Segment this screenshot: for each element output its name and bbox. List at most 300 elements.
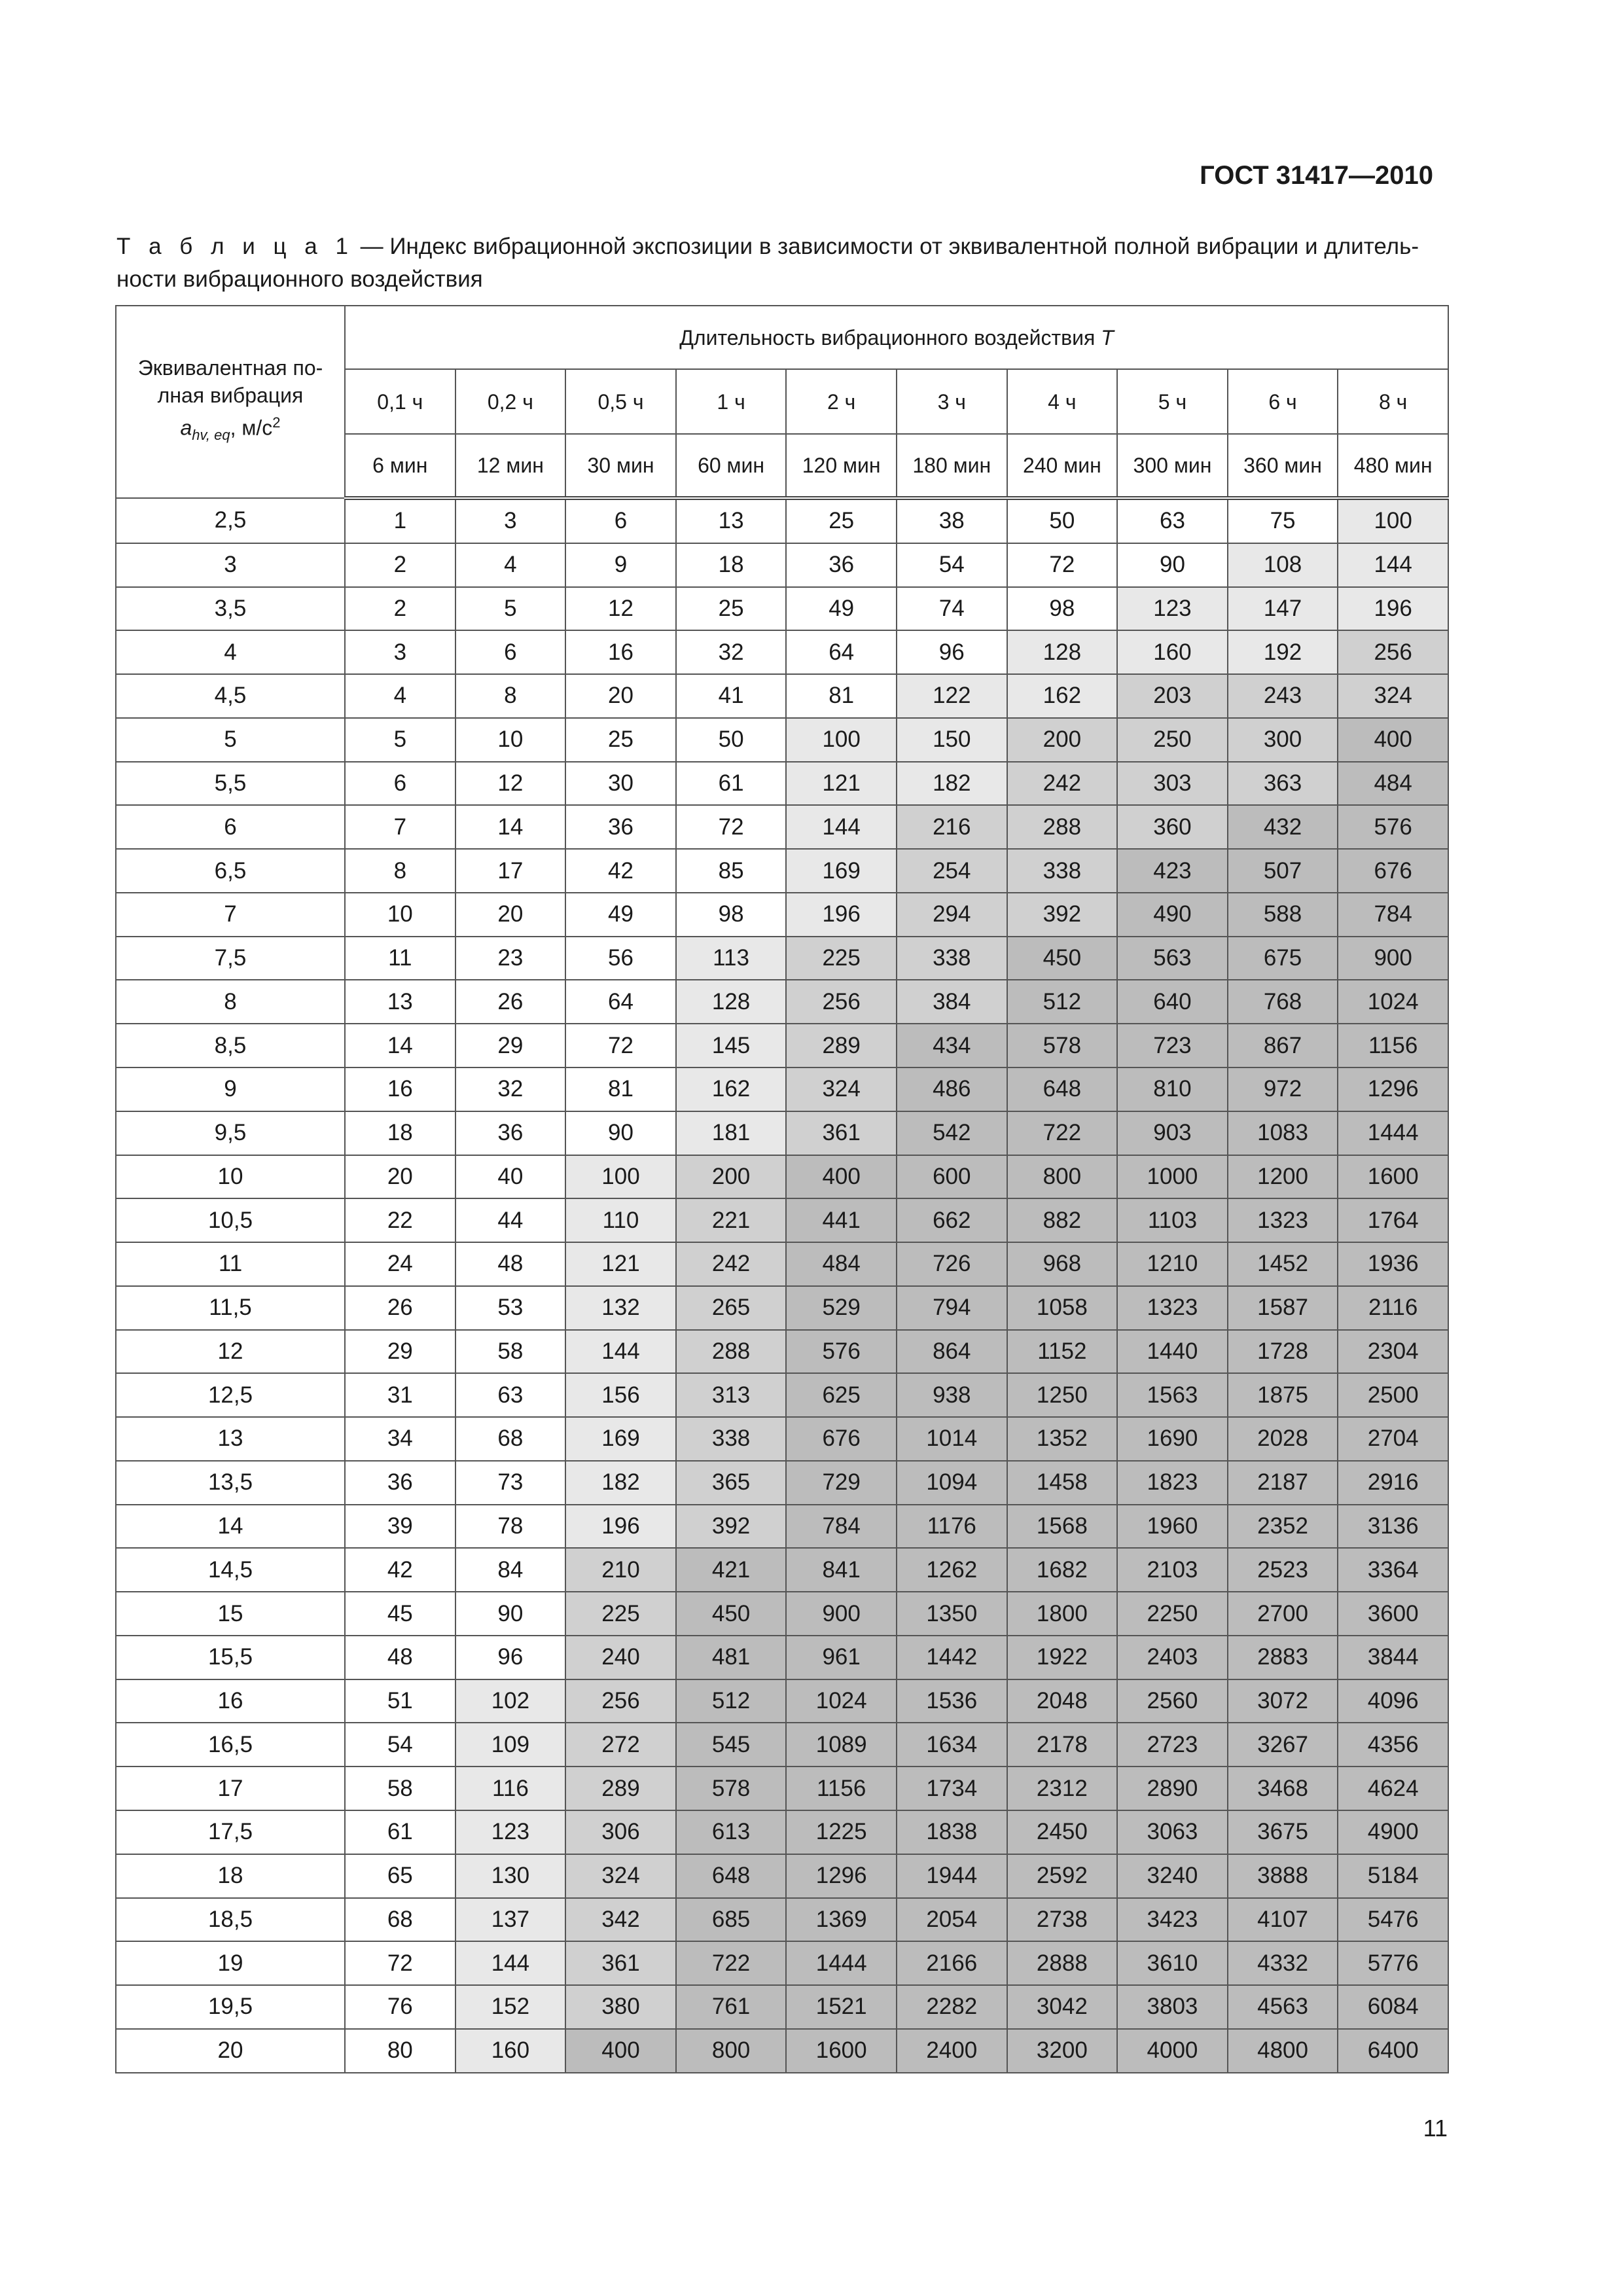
exposure-index-cell: 54 — [897, 543, 1007, 587]
duration-hours-header: 8 ч — [1338, 369, 1448, 434]
exposure-index-cell: 68 — [455, 1417, 566, 1461]
exposure-index-cell: 26 — [345, 1286, 455, 1330]
exposure-index-cell: 4624 — [1338, 1767, 1448, 1810]
exposure-index-cell: 123 — [1117, 587, 1228, 631]
exposure-index-cell: 2103 — [1117, 1548, 1228, 1592]
exposure-index-cell: 338 — [676, 1417, 787, 1461]
exposure-index-cell: 10 — [455, 718, 566, 762]
exposure-index-cell: 45 — [345, 1592, 455, 1636]
exposure-index-cell: 243 — [1228, 674, 1338, 718]
vibration-value-cell: 6,5 — [116, 849, 345, 893]
vibration-value-cell: 14,5 — [116, 1548, 345, 1592]
exposure-index-cell: 12 — [455, 762, 566, 806]
exposure-index-cell: 49 — [786, 587, 897, 631]
exposure-index-cell: 864 — [897, 1330, 1007, 1374]
exposure-index-cell: 130 — [455, 1854, 566, 1898]
exposure-index-cell: 32 — [455, 1067, 566, 1111]
table-row — [116, 1898, 1448, 1942]
exposure-index-cell: 1838 — [897, 1810, 1007, 1854]
exposure-index-cell: 25 — [676, 587, 787, 631]
vibration-value-cell: 13 — [116, 1417, 345, 1461]
exposure-index-cell: 4 — [455, 543, 566, 587]
exposure-index-cell: 529 — [786, 1286, 897, 1330]
table-row — [116, 1636, 1448, 1679]
exposure-index-cell: 841 — [786, 1548, 897, 1592]
table-row — [116, 1242, 1448, 1286]
exposure-index-cell: 400 — [1338, 718, 1448, 762]
exposure-index-cell: 36 — [455, 1111, 566, 1155]
exposure-index-cell: 25 — [565, 718, 676, 762]
exposure-index-cell: 4900 — [1338, 1810, 1448, 1854]
exposure-index-cell: 160 — [455, 2029, 566, 2073]
table-row — [116, 718, 1448, 762]
exposure-index-cell: 24 — [345, 1242, 455, 1286]
exposure-index-cell: 1634 — [897, 1723, 1007, 1767]
exposure-index-cell: 1000 — [1117, 1155, 1228, 1199]
vibration-value-cell: 18,5 — [116, 1898, 345, 1942]
exposure-index-cell: 1323 — [1228, 1198, 1338, 1242]
exposure-index-cell: 784 — [786, 1505, 897, 1549]
exposure-index-cell: 90 — [455, 1592, 566, 1636]
exposure-index-cell: 1350 — [897, 1592, 1007, 1636]
table-row — [116, 2029, 1448, 2073]
exposure-index-cell: 265 — [676, 1286, 787, 1330]
exposure-index-cell: 162 — [676, 1067, 787, 1111]
vibration-value-cell: 2,5 — [116, 498, 345, 543]
exposure-index-cell: 5 — [455, 587, 566, 631]
exposure-index-cell: 110 — [565, 1198, 676, 1242]
exposure-index-cell: 2723 — [1117, 1723, 1228, 1767]
exposure-index-cell: 3042 — [1007, 1985, 1118, 2029]
vibration-unit-superscript: 2 — [272, 414, 281, 431]
exposure-index-cell: 361 — [565, 1941, 676, 1985]
exposure-index-cell: 1536 — [897, 1679, 1007, 1723]
exposure-index-cell: 12 — [565, 587, 676, 631]
exposure-index-cell: 1225 — [786, 1810, 897, 1854]
exposure-index-cell: 240 — [565, 1636, 676, 1679]
exposure-index-cell: 578 — [1007, 1024, 1118, 1067]
page-number: 11 — [1423, 2115, 1448, 2142]
exposure-index-cell: 768 — [1228, 980, 1338, 1024]
exposure-index-cell: 51 — [345, 1679, 455, 1723]
exposure-index-cell: 1600 — [1338, 1155, 1448, 1199]
exposure-index-cell: 900 — [786, 1592, 897, 1636]
exposure-index-cell: 613 — [676, 1810, 787, 1854]
exposure-index-cell: 181 — [676, 1111, 787, 1155]
exposure-index-cell: 225 — [565, 1592, 676, 1636]
exposure-index-cell: 542 — [897, 1111, 1007, 1155]
exposure-index-cell: 972 — [1228, 1067, 1338, 1111]
exposure-index-cell: 903 — [1117, 1111, 1228, 1155]
exposure-index-cell: 22 — [345, 1198, 455, 1242]
table-body — [116, 498, 1448, 2073]
exposure-index-cell: 5476 — [1338, 1898, 1448, 1942]
document-code: ГОСТ 31417—2010 — [1200, 161, 1433, 190]
exposure-index-cell: 4096 — [1338, 1679, 1448, 1723]
duration-minutes-header: 300 мин — [1117, 434, 1228, 498]
exposure-index-cell: 625 — [786, 1373, 897, 1417]
exposure-index-cell: 563 — [1117, 937, 1228, 980]
vibration-column-header: Эквивалентная по- лная вибрация $a_{hv, eq}$, $м/с^2$ — [116, 306, 345, 498]
exposure-index-cell: 72 — [345, 1941, 455, 1985]
exposure-index-cell: 450 — [676, 1592, 787, 1636]
table-row — [116, 1111, 1448, 1155]
exposure-index-cell: 5184 — [1338, 1854, 1448, 1898]
exposure-index-cell: 169 — [565, 1417, 676, 1461]
exposure-index-cell: 392 — [676, 1505, 787, 1549]
exposure-index-cell: 49 — [565, 893, 676, 937]
exposure-index-cell: 882 — [1007, 1198, 1118, 1242]
vibration-value-cell: 11,5 — [116, 1286, 345, 1330]
exposure-index-cell: 3 — [455, 498, 566, 543]
duration-hours-header: 0,2 ч — [455, 369, 566, 434]
exposure-index-cell: 2888 — [1007, 1941, 1118, 1985]
exposure-index-cell: 2048 — [1007, 1679, 1118, 1723]
exposure-index-cell: 44 — [455, 1198, 566, 1242]
exposure-index-cell: 192 — [1228, 630, 1338, 674]
exposure-index-cell: 675 — [1228, 937, 1338, 980]
exposure-index-cell: 3803 — [1117, 1985, 1228, 2029]
exposure-index-cell: 50 — [676, 718, 787, 762]
vibration-value-cell: 3 — [116, 543, 345, 587]
exposure-index-cell: 3364 — [1338, 1548, 1448, 1592]
vibration-value-cell: 12 — [116, 1330, 345, 1374]
exposure-index-cell: 1024 — [1338, 980, 1448, 1024]
exposure-index-cell: 34 — [345, 1417, 455, 1461]
exposure-index-cell: 182 — [897, 762, 1007, 806]
exposure-index-cell: 72 — [1007, 543, 1118, 587]
duration-minutes-header: 240 мин — [1007, 434, 1118, 498]
exposure-index-cell: 256 — [565, 1679, 676, 1723]
table-row — [116, 1548, 1448, 1592]
exposure-index-cell: 4107 — [1228, 1898, 1338, 1942]
exposure-index-cell: 1250 — [1007, 1373, 1118, 1417]
exposure-index-cell: 392 — [1007, 893, 1118, 937]
exposure-index-cell: 423 — [1117, 849, 1228, 893]
exposure-index-cell: 145 — [676, 1024, 787, 1067]
exposure-index-cell: 576 — [1338, 805, 1448, 849]
vibration-value-cell: 15,5 — [116, 1636, 345, 1679]
table-row — [116, 1024, 1448, 1067]
duration-minutes-header: 180 мин — [897, 434, 1007, 498]
exposure-index-cell: 1764 — [1338, 1198, 1448, 1242]
exposure-index-cell: 5776 — [1338, 1941, 1448, 1985]
exposure-index-cell: 484 — [786, 1242, 897, 1286]
exposure-index-cell: 2250 — [1117, 1592, 1228, 1636]
exposure-index-cell: 1262 — [897, 1548, 1007, 1592]
exposure-index-cell: 242 — [676, 1242, 787, 1286]
vibration-header-line1: Эквивалентная по- — [137, 356, 323, 380]
exposure-index-cell: 324 — [1338, 674, 1448, 718]
vibration-value-cell: 7 — [116, 893, 345, 937]
exposure-index-cell: 968 — [1007, 1242, 1118, 1286]
duration-group-header — [345, 306, 1448, 369]
exposure-index-cell: 294 — [897, 893, 1007, 937]
vibration-header-line2: лная вибрация — [157, 384, 304, 408]
exposure-index-cell: 2738 — [1007, 1898, 1118, 1942]
exposure-index-cell: 109 — [455, 1723, 566, 1767]
exposure-index-cell: 100 — [786, 718, 897, 762]
exposure-index-cell: 20 — [565, 674, 676, 718]
table-row — [116, 1373, 1448, 1417]
vibration-value-cell: 3,5 — [116, 587, 345, 631]
exposure-index-cell: 64 — [786, 630, 897, 674]
table-row — [116, 674, 1448, 718]
exposure-index-cell: 784 — [1338, 893, 1448, 937]
exposure-index-cell: 8 — [345, 849, 455, 893]
exposure-index-cell: 1444 — [786, 1941, 897, 1985]
exposure-index-cell: 81 — [786, 674, 897, 718]
exposure-index-cell: 1960 — [1117, 1505, 1228, 1549]
exposure-index-cell: 512 — [1007, 980, 1118, 1024]
duration-hours-header: 0,5 ч — [565, 369, 676, 434]
table-row — [116, 1810, 1448, 1854]
exposure-index-cell: 90 — [565, 1111, 676, 1155]
exposure-index-cell: 18 — [676, 543, 787, 587]
exposure-index-cell: 113 — [676, 937, 787, 980]
vibration-value-cell: 9,5 — [116, 1111, 345, 1155]
exposure-index-cell: 32 — [676, 630, 787, 674]
exposure-index-cell: 10 — [345, 893, 455, 937]
vibration-value-cell: 15 — [116, 1592, 345, 1636]
exposure-index-cell: 20 — [455, 893, 566, 937]
exposure-index-cell: 137 — [455, 1898, 566, 1942]
exposure-index-cell: 1152 — [1007, 1330, 1118, 1374]
exposure-index-cell: 1587 — [1228, 1286, 1338, 1330]
exposure-index-cell: 2700 — [1228, 1592, 1338, 1636]
exposure-index-cell: 36 — [786, 543, 897, 587]
exposure-index-cell: 210 — [565, 1548, 676, 1592]
duration-minutes-header: 360 мин — [1228, 434, 1338, 498]
exposure-index-cell: 1734 — [897, 1767, 1007, 1810]
exposure-index-cell: 63 — [455, 1373, 566, 1417]
exposure-index-cell: 2403 — [1117, 1636, 1228, 1679]
exposure-index-cell: 1352 — [1007, 1417, 1118, 1461]
duration-minutes-header: 12 мин — [455, 434, 566, 498]
exposure-index-cell: 961 — [786, 1636, 897, 1679]
exposure-index-cell: 2916 — [1338, 1461, 1448, 1505]
exposure-index-cell: 729 — [786, 1461, 897, 1505]
exposure-index-cell: 434 — [897, 1024, 1007, 1067]
vibration-value-cell: 18 — [116, 1854, 345, 1898]
exposure-index-cell: 81 — [565, 1067, 676, 1111]
exposure-index-cell: 1058 — [1007, 1286, 1118, 1330]
duration-hours-header: 4 ч — [1007, 369, 1118, 434]
vibration-value-cell: 11 — [116, 1242, 345, 1286]
exposure-index-cell: 1210 — [1117, 1242, 1228, 1286]
exposure-index-cell: 676 — [786, 1417, 897, 1461]
table-row — [116, 1330, 1448, 1374]
vibration-value-cell: 10 — [116, 1155, 345, 1199]
exposure-index-cell: 25 — [786, 498, 897, 543]
table-row — [116, 1854, 1448, 1898]
exposure-index-cell: 6 — [345, 762, 455, 806]
exposure-index-cell: 256 — [786, 980, 897, 1024]
duration-header-symbol: T — [1101, 325, 1114, 350]
duration-minutes-header: 120 мин — [786, 434, 897, 498]
exposure-index-cell: 726 — [897, 1242, 1007, 1286]
exposure-index-cell: 102 — [455, 1679, 566, 1723]
exposure-index-cell: 2883 — [1228, 1636, 1338, 1679]
exposure-index-cell: 648 — [1007, 1067, 1118, 1111]
exposure-index-cell: 9 — [565, 543, 676, 587]
vibration-value-cell: 12,5 — [116, 1373, 345, 1417]
exposure-index-cell: 3 — [345, 630, 455, 674]
exposure-index-cell: 40 — [455, 1155, 566, 1199]
exposure-index-cell: 56 — [565, 937, 676, 980]
exposure-index-cell: 342 — [565, 1898, 676, 1942]
exposure-index-cell: 196 — [786, 893, 897, 937]
exposure-index-cell: 4800 — [1228, 2029, 1338, 2073]
exposure-index-cell: 78 — [455, 1505, 566, 1549]
exposure-index-cell: 1024 — [786, 1679, 897, 1723]
exposure-index-cell: 794 — [897, 1286, 1007, 1330]
exposure-index-cell: 313 — [676, 1373, 787, 1417]
exposure-index-cell: 1800 — [1007, 1592, 1118, 1636]
exposure-index-cell: 1296 — [1338, 1067, 1448, 1111]
table-row — [116, 1505, 1448, 1549]
exposure-index-cell: 132 — [565, 1286, 676, 1330]
exposure-index-cell: 380 — [565, 1985, 676, 2029]
exposure-index-cell: 98 — [1007, 587, 1118, 631]
exposure-index-cell: 160 — [1117, 630, 1228, 674]
exposure-index-cell: 1440 — [1117, 1330, 1228, 1374]
vibration-value-cell: 20 — [116, 2029, 345, 2073]
exposure-index-cell: 3610 — [1117, 1941, 1228, 1985]
exposure-index-cell: 2 — [345, 543, 455, 587]
vibration-value-cell: 13,5 — [116, 1461, 345, 1505]
vibration-value-cell: 16,5 — [116, 1723, 345, 1767]
exposure-index-cell: 761 — [676, 1985, 787, 2029]
vibration-value-cell: 10,5 — [116, 1198, 345, 1242]
vibration-value-cell: 16 — [116, 1679, 345, 1723]
exposure-index-cell: 800 — [676, 2029, 787, 2073]
exposure-index-cell: 2523 — [1228, 1548, 1338, 1592]
exposure-index-cell: 588 — [1228, 893, 1338, 937]
exposure-index-cell: 1936 — [1338, 1242, 1448, 1286]
exposure-index-cell: 324 — [565, 1854, 676, 1898]
exposure-index-cell: 1875 — [1228, 1373, 1338, 1417]
exposure-index-cell: 196 — [565, 1505, 676, 1549]
exposure-index-cell: 1452 — [1228, 1242, 1338, 1286]
exposure-index-cell: 722 — [676, 1941, 787, 1985]
exposure-index-cell: 1083 — [1228, 1111, 1338, 1155]
exposure-index-cell: 203 — [1117, 674, 1228, 718]
exposure-index-cell: 512 — [676, 1679, 787, 1723]
exposure-index-cell: 303 — [1117, 762, 1228, 806]
exposure-index-cell: 288 — [676, 1330, 787, 1374]
exposure-index-cell: 578 — [676, 1767, 787, 1810]
exposure-index-cell: 3267 — [1228, 1723, 1338, 1767]
exposure-index-cell: 100 — [565, 1155, 676, 1199]
table-row — [116, 543, 1448, 587]
exposure-index-cell: 1600 — [786, 2029, 897, 2073]
exposure-index-cell: 61 — [676, 762, 787, 806]
exposure-index-cell: 128 — [676, 980, 787, 1024]
vibration-value-cell: 7,5 — [116, 937, 345, 980]
table-row — [116, 630, 1448, 674]
exposure-index-cell: 29 — [345, 1330, 455, 1374]
exposure-index-cell: 14 — [455, 805, 566, 849]
duration-minutes-header: 6 мин — [345, 434, 455, 498]
exposure-index-cell: 200 — [676, 1155, 787, 1199]
exposure-index-cell: 3888 — [1228, 1854, 1338, 1898]
exposure-index-cell: 900 — [1338, 937, 1448, 980]
table-row — [116, 1286, 1448, 1330]
exposure-index-cell: 484 — [1338, 762, 1448, 806]
exposure-index-cell: 90 — [1117, 543, 1228, 587]
duration-hours-header: 6 ч — [1228, 369, 1338, 434]
exposure-index-cell: 272 — [565, 1723, 676, 1767]
vibration-value-cell: 4,5 — [116, 674, 345, 718]
exposure-index-cell: 361 — [786, 1111, 897, 1155]
exposure-index-cell: 3423 — [1117, 1898, 1228, 1942]
exposure-index-cell: 108 — [1228, 543, 1338, 587]
table-row — [116, 1767, 1448, 1810]
exposure-index-cell: 30 — [565, 762, 676, 806]
exposure-index-cell: 2166 — [897, 1941, 1007, 1985]
table-caption-prefix: Т а б л и ц а 1 — [116, 234, 354, 259]
exposure-index-cell: 3072 — [1228, 1679, 1338, 1723]
exposure-index-cell: 98 — [676, 893, 787, 937]
exposure-index-cell: 662 — [897, 1198, 1007, 1242]
exposure-index-cell: 80 — [345, 2029, 455, 2073]
vibration-value-cell: 19,5 — [116, 1985, 345, 2029]
exposure-index-cell: 4356 — [1338, 1723, 1448, 1767]
exposure-index-cell: 196 — [1338, 587, 1448, 631]
vibration-unit: м/с — [241, 416, 273, 440]
exposure-index-cell: 507 — [1228, 849, 1338, 893]
exposure-index-cell: 31 — [345, 1373, 455, 1417]
exposure-index-cell: 53 — [455, 1286, 566, 1330]
exposure-index-cell: 432 — [1228, 805, 1338, 849]
table-row — [116, 1679, 1448, 1723]
exposure-index-cell: 1103 — [1117, 1198, 1228, 1242]
exposure-index-cell: 2282 — [897, 1985, 1007, 2029]
exposure-index-cell: 365 — [676, 1461, 787, 1505]
exposure-index-cell: 41 — [676, 674, 787, 718]
exposure-index-cell: 8 — [455, 674, 566, 718]
exposure-index-cell: 2187 — [1228, 1461, 1338, 1505]
exposure-index-cell: 810 — [1117, 1067, 1228, 1111]
exposure-index-cell: 58 — [455, 1330, 566, 1374]
exposure-index-cell: 225 — [786, 937, 897, 980]
exposure-index-cell: 144 — [786, 805, 897, 849]
exposure-index-cell: 100 — [1338, 498, 1448, 543]
exposure-index-cell: 400 — [565, 2029, 676, 2073]
exposure-index-cell: 6 — [565, 498, 676, 543]
exposure-index-cell: 6400 — [1338, 2029, 1448, 2073]
exposure-index-cell: 338 — [1007, 849, 1118, 893]
exposure-index-cell: 23 — [455, 937, 566, 980]
vibration-exposure-table — [115, 305, 1449, 2073]
exposure-index-cell: 288 — [1007, 805, 1118, 849]
exposure-index-cell: 96 — [455, 1636, 566, 1679]
exposure-index-cell: 121 — [786, 762, 897, 806]
vibration-value-cell: 8,5 — [116, 1024, 345, 1067]
exposure-index-cell: 1156 — [1338, 1024, 1448, 1067]
exposure-index-cell: 152 — [455, 1985, 566, 2029]
exposure-index-cell: 6 — [455, 630, 566, 674]
exposure-index-cell: 5 — [345, 718, 455, 762]
exposure-index-cell: 128 — [1007, 630, 1118, 674]
exposure-index-cell: 200 — [1007, 718, 1118, 762]
exposure-index-cell: 2304 — [1338, 1330, 1448, 1374]
exposure-index-cell: 26 — [455, 980, 566, 1024]
exposure-index-cell: 20 — [345, 1155, 455, 1199]
exposure-index-cell: 150 — [897, 718, 1007, 762]
vibration-value-cell: 4 — [116, 630, 345, 674]
